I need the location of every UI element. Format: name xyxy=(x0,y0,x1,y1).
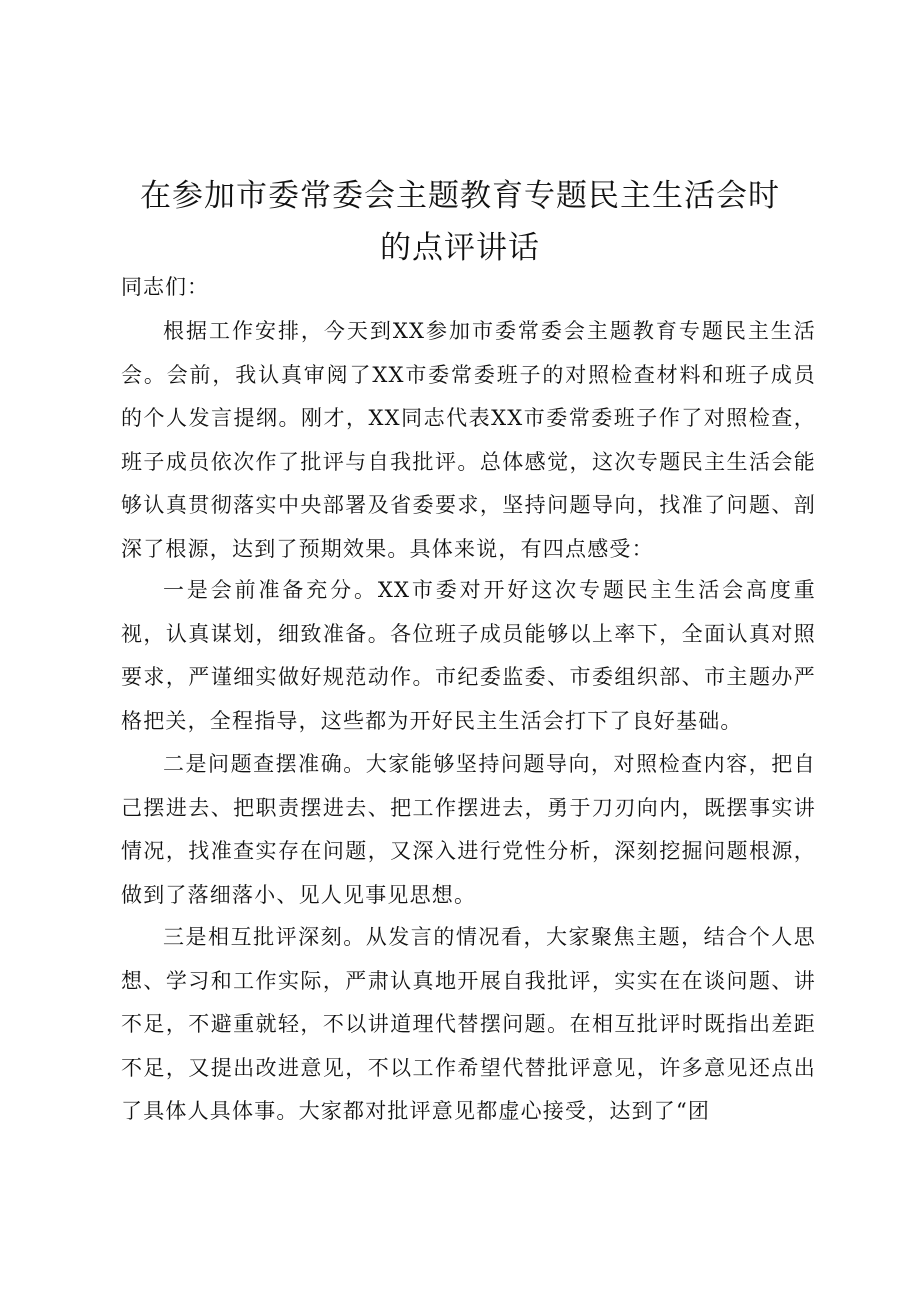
paragraph-point-1: 一是会前准备充分。XX市委对开好这次专题民主生活会高度重视，认真谋划，细致准备。各位班子成员能够以上率下，全面认真对照要求，严谨细实做好规范动作。市纪委监委、市委组织部、市主题办严格把关，全程指导，这些都为开好民主生活会打下了良好基础。 xyxy=(121,578,816,733)
document-title-line-1: 在参加市委常委会主题教育专题民主生活会时 xyxy=(140,178,780,214)
paragraph-intro: 根据工作安排，今天到XX参加市委常委会主题教育专题民主生活会。会前，我认真审阅了XX市委常委班子的对照检查材料和班子成员的个人发言提纲。刚才，XX同志代表XX市委常委班子作了对照检查，班子成员依次作了批评与自我批评。总体感觉，这次专题民主生活会能够认真贯彻落实中央部署及省委要求，坚持问题导向，找准了问题、剖深了根源，达到了预期效果。具体来说，有四点感受： xyxy=(121,319,816,561)
document-title-line-2: 的点评讲话 xyxy=(380,230,540,266)
paragraph-point-2: 二是问题查摆准确。大家能够坚持问题导向，对照检查内容，把自己摆进去、把职责摆进去、把工作摆进去，勇于刀刃向内，既摆事实讲情况，找准查实存在问题，又深入进行党性分析，深刻挖掘问题根源，做到了落细落小、见人见事见思想。 xyxy=(121,752,816,907)
paragraph-point-3: 三是相互批评深刻。从发言的情况看，大家聚焦主题，结合个人思想、学习和工作实际，严肃认真地开展自我批评，实实在在谈问题、讲不足，不避重就轻，不以讲道理代替摆问题。在相互批评时既指出差距不足，又提出改进意见，不以工作希望代替批评意见，许多意见还点出了具体人具体事。大家都对批评意见都虚心接受，达到了“团 xyxy=(121,925,816,1123)
salutation: 同志们： xyxy=(121,275,209,299)
